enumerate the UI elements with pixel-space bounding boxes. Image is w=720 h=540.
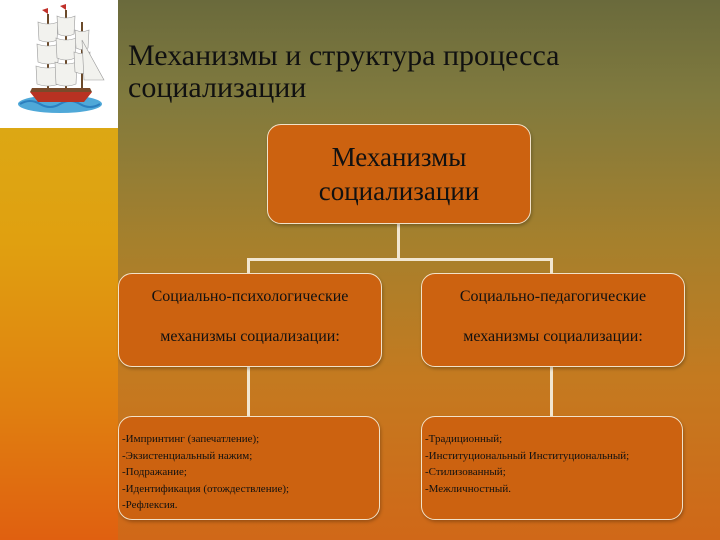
connector-left-down — [247, 258, 250, 274]
connector-right-mid-bottom — [550, 365, 553, 417]
connector-right-down — [550, 258, 553, 274]
slide-title — [128, 40, 688, 104]
list-item: -Подражание; — [122, 466, 187, 479]
list-item: -Стилизованный; — [425, 466, 506, 479]
connector-left-mid-bottom — [247, 365, 250, 417]
root-node-line: социализации — [318, 176, 480, 206]
node-line: механизмы социализации: — [463, 328, 643, 345]
pedagogical-mechanisms-list — [421, 416, 683, 520]
connector-horizontal — [247, 258, 552, 261]
social-psychological-node — [118, 273, 382, 367]
node-line: Социально-педагогические — [459, 288, 647, 305]
node-line: Социально-психологические — [151, 288, 349, 305]
slide-title-line: Механизмы и структура процесса — [128, 39, 560, 72]
node-line: механизмы социализации: — [160, 328, 340, 345]
connector-root-down — [397, 222, 400, 260]
list-item: -Институциональный Институциональный; — [425, 449, 630, 462]
logo-panel — [0, 0, 118, 128]
list-item: -Рефлексия. — [122, 499, 178, 512]
root-node-line: Механизмы — [331, 142, 467, 172]
slide-title-line: социализации — [128, 71, 307, 104]
social-pedagogical-node — [421, 273, 685, 367]
sailing-ship-icon — [0, 0, 118, 128]
list-item: -Экзистенциальный нажим; — [122, 449, 253, 462]
list-item: -Идентификация (отождествление); — [122, 482, 290, 495]
list-item: -Традиционный; — [425, 433, 503, 445]
psychological-mechanisms-list — [118, 416, 380, 520]
list-item: -Межличностный. — [425, 482, 511, 495]
list-item: -Импринтинг (запечатление); — [122, 433, 260, 445]
root-node — [267, 124, 531, 224]
